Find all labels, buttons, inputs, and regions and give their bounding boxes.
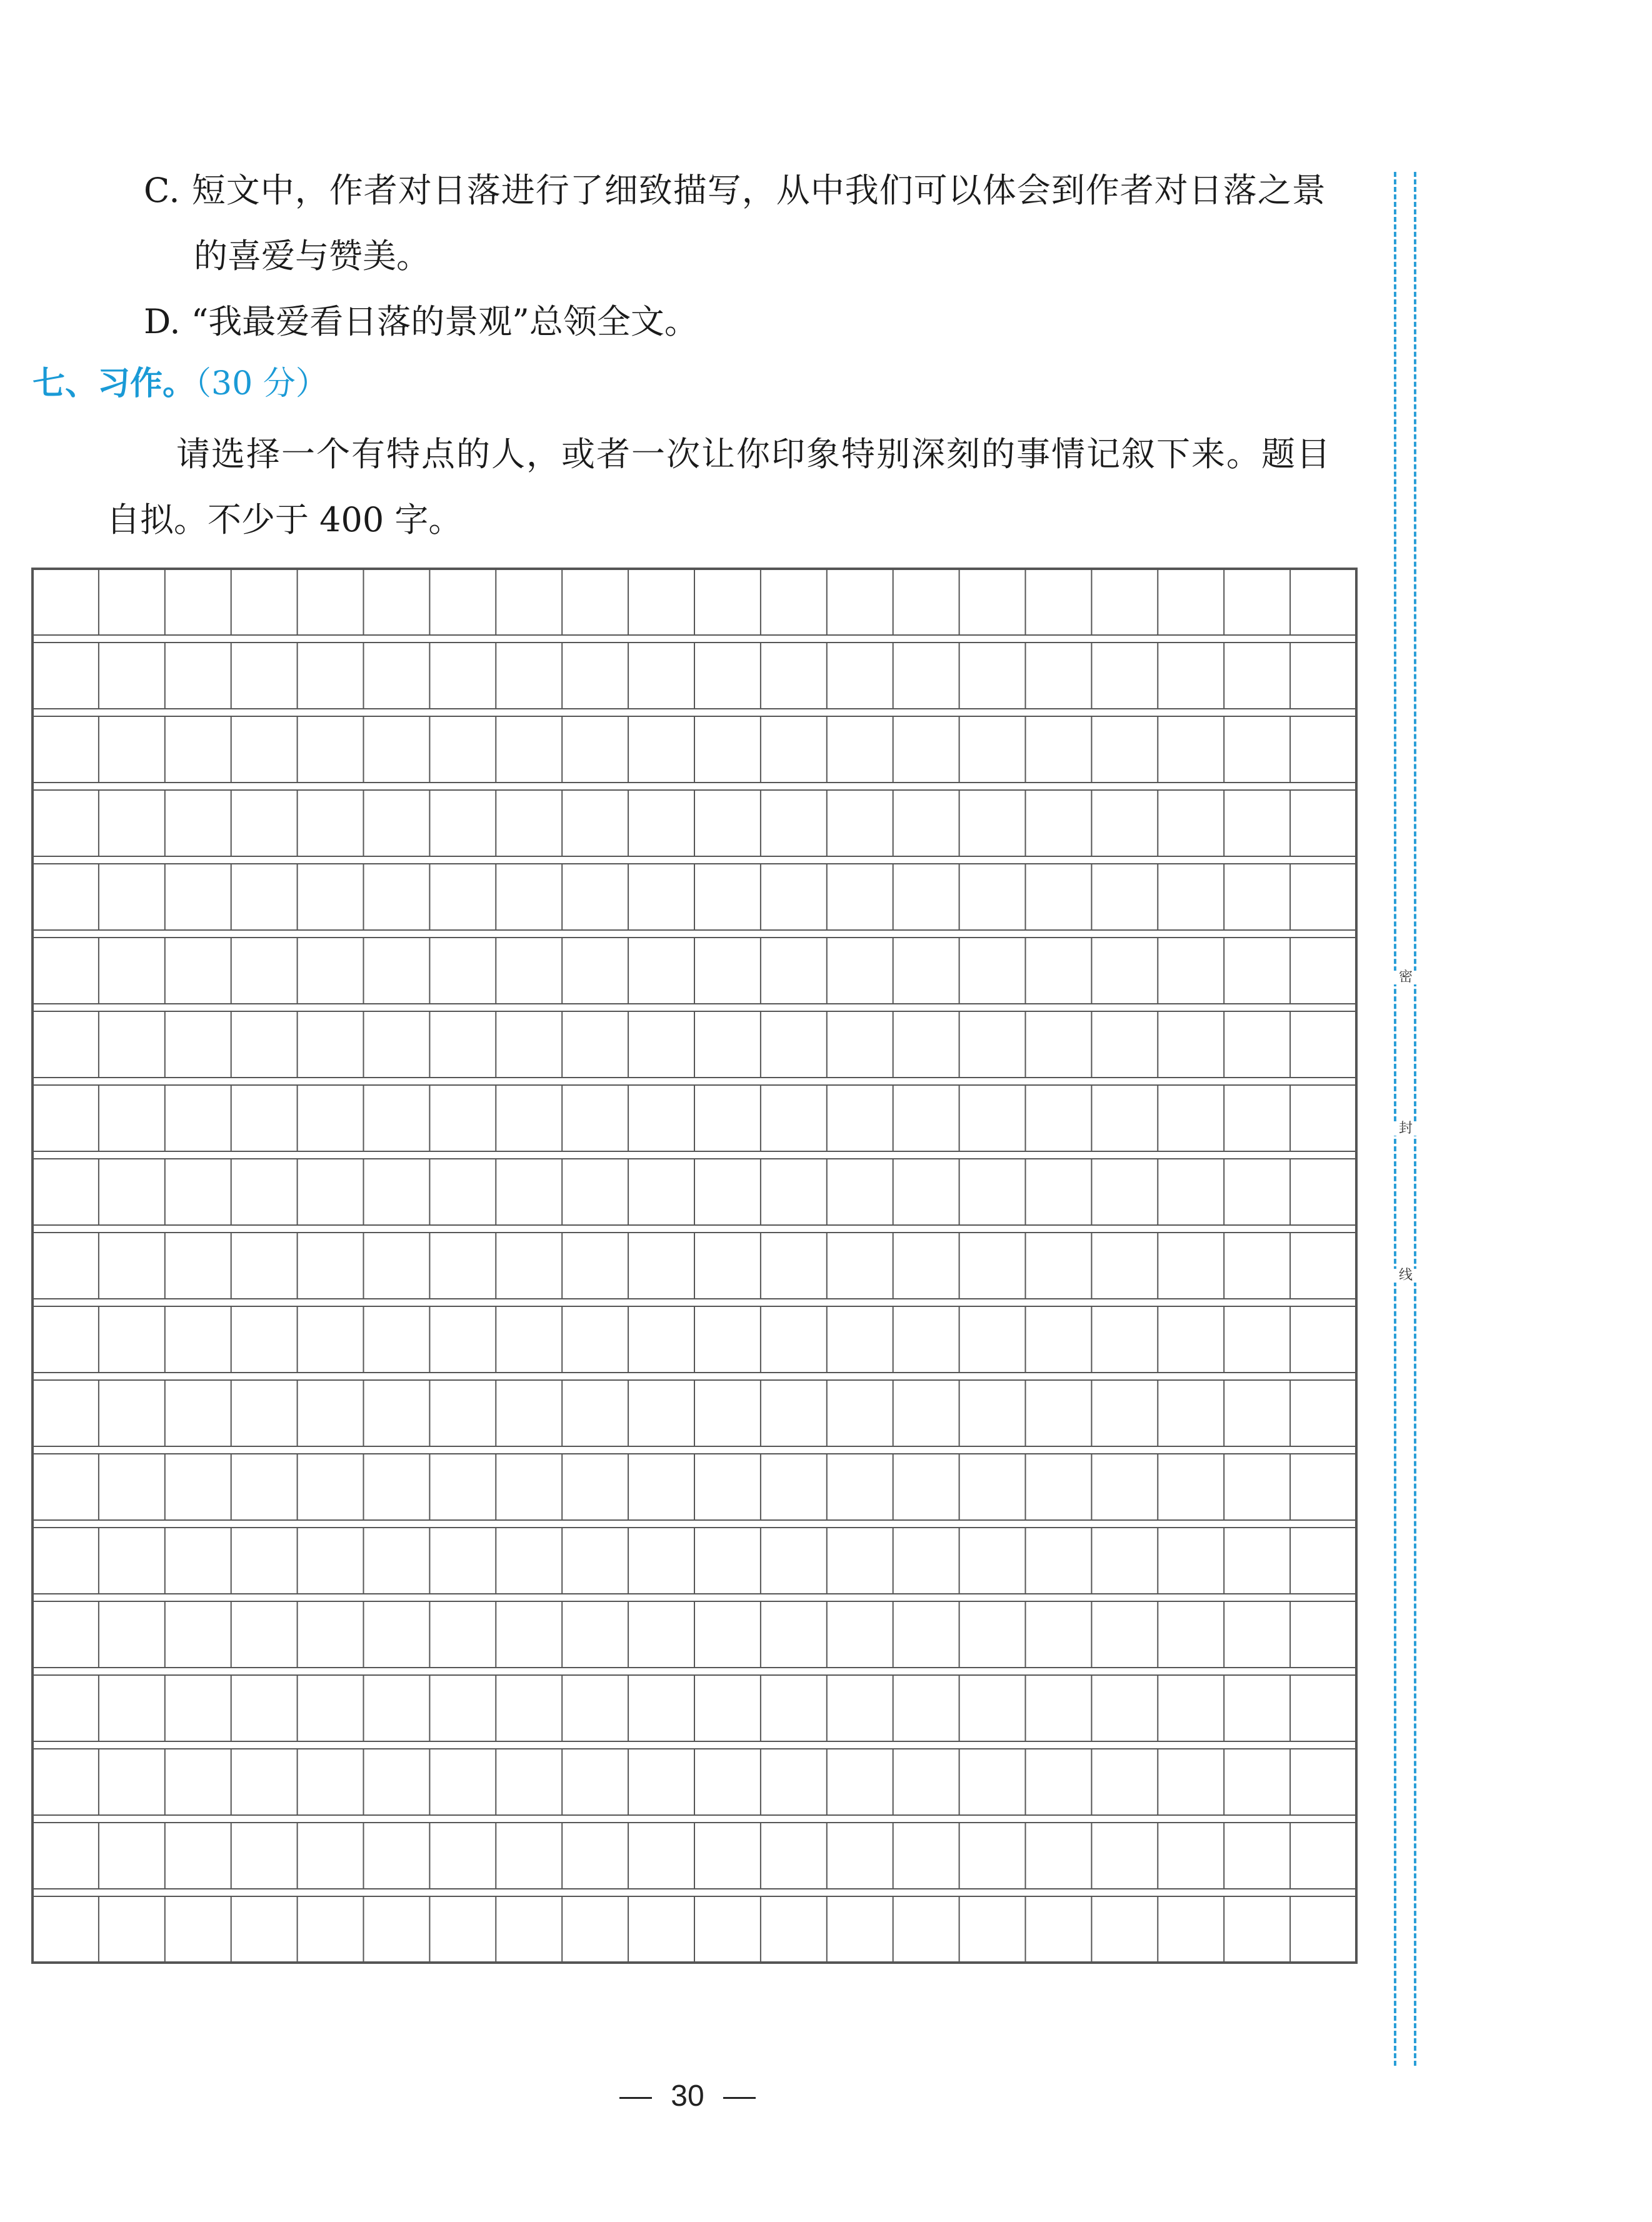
binding-char-3: 线 [1394,1269,1418,1283]
page-number: 30 [671,2079,704,2113]
page-footer [0,2081,1375,2111]
binding-dash-right [1414,172,1416,2066]
option-c-line-2: 的喜爱与赞美。 [194,236,430,276]
binding-char-1: 密 [1394,971,1418,984]
prompt-line-1: 请选择一个有特点的人，或者一次让你印象特别深刻的事情记叙下来。题目 [176,434,1331,474]
binding-line [1394,172,1418,2066]
binding-char-2: 封 [1394,1122,1418,1136]
section-score: （30 分） [195,365,328,403]
prompt-line-2: 自拟。不少于 400 字。 [106,500,463,539]
option-c-line-1: C. 短文中，作者对日落进行了细致描写，从中我们可以体会到作者对日落之景 [144,171,1326,210]
option-d-line: D. “我最爱看日落的景观”总领全文。 [144,302,698,341]
footer-dash-left [619,2097,652,2099]
binding-dash-left [1394,172,1396,2066]
footer-dash-right [723,2097,756,2099]
section-title: 七、习作。 [33,365,196,403]
